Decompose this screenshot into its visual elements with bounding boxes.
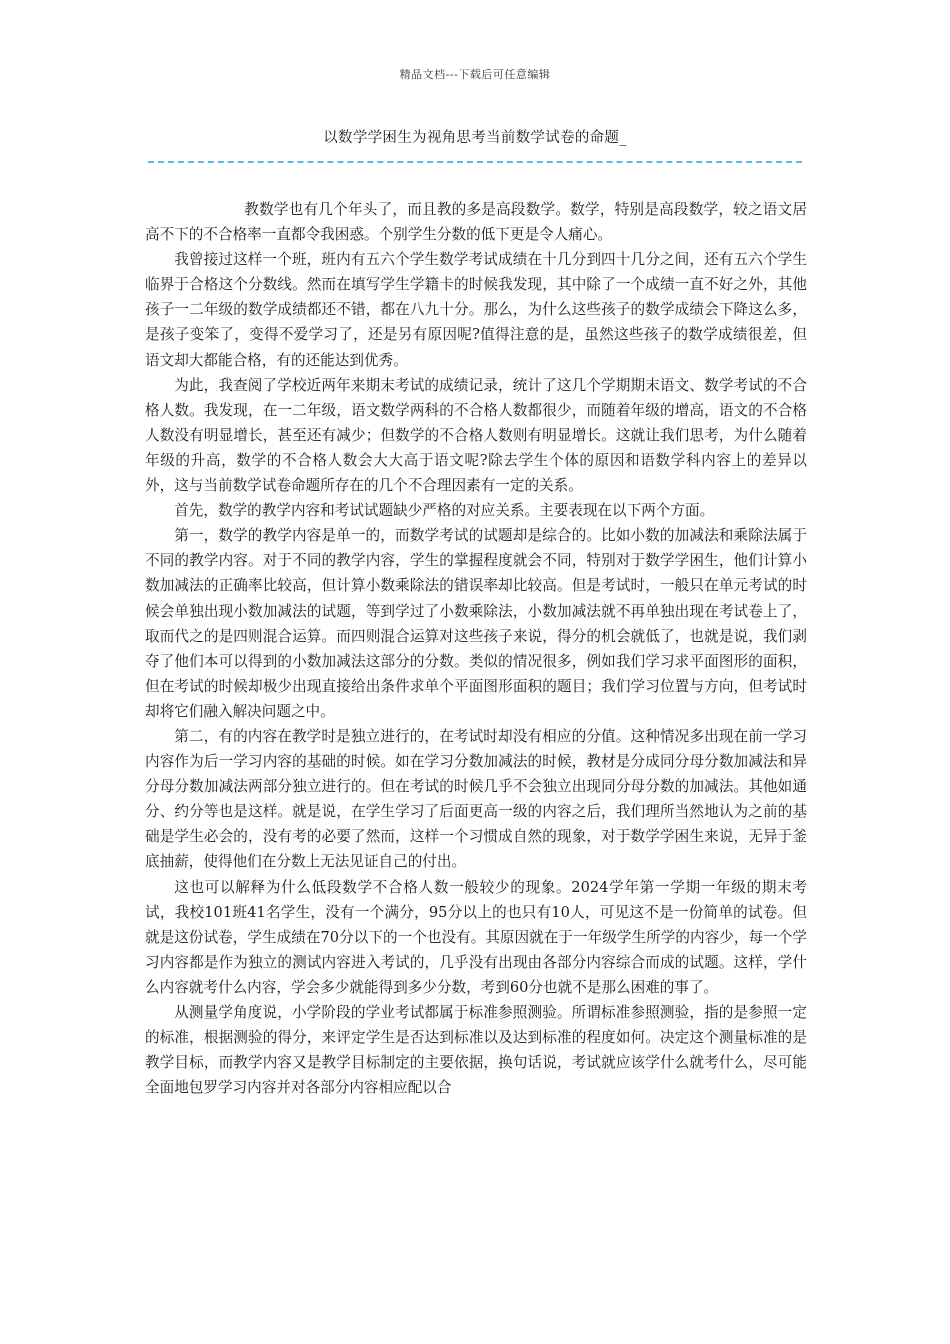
paragraph: 从测量学角度说，小学阶段的学业考试都属于标准参照测验。所谓标准参照测验，指的是参照一定的标准，根据测验的得分，来评定学生是否达到标准以及达到标准的程度如何。决定这个测量标准的是教学目标，而教学内容又是教学目标制定的主要依据，换句话说，考试就应该学什么就考什么，尽可能全面地包罗学习内容并对各部分内容相应配以合: [145, 1004, 807, 1097]
document-body: [145, 197, 807, 1100]
paragraph: 第二，有的内容在教学时是独立进行的，在考试时却没有相应的分值。这种情况多出现在前一学习内容作为后一学习内容的基础的时候。如在学习分数加减法的时候，教材是分成同分母分数加减法和异分母分数加减法两部分独立进行的。但在考试的时候几乎不会独立出现同分母分数的加减法。其他如通分、约分等也是这样。就是说，在学生学习了后面更高一级的内容之后，我们理所当然地认为之前的基础是学生必会的，没有考的必要了然而，这样一个习惯成自然的现象，对于数学学困生来说，无异于釜底抽薪，使得他们在分数上无法见证自己的付出。: [145, 727, 807, 871]
paragraph: 这也可以解释为什么低段数学不合格人数一般较少的现象。2024学年第一学期一年级的期末考试，我校101班41名学生，没有一个满分，95分以上的也只有10人，可见这不是一份简单的试卷。但就是这份试卷，学生成绩在70分以下的一个也没有。其原因就在于一年级学生所学的内容少，每一个学习内容都是作为独立的测试内容进入考试的，几乎没有出现由各部分内容综合而成的试题。这样，学什么内容就考什么内容，学会多少就能得到多少分数，考到60分也就不是那么困难的事了。: [145, 878, 807, 996]
paragraph: 为此，我查阅了学校近两年来期末考试的成绩记录，统计了这几个学期期末语文、数学考试的不合格人数。我发现，在一二年级，语文数学两科的不合格人数都很少，而随着年级的增高，语文的不合格人数没有明显增长，甚至还有减少；但数学的不合格人数则有明显增长。这就让我们思考，为什么随着年级的升高，数学的不合格人数会大大高于语文呢?除去学生个体的原因和语数学科内容上的差异以外，这与当前数学试卷命题所存在的几个不合理因素有一定的关系。: [145, 376, 807, 495]
paragraph: 首先，数学的教学内容和考试试题缺少严格的对应关系。主要表现在以下两个方面。: [174, 502, 715, 520]
paragraph: 我曾接过这样一个班，班内有五六个学生数学考试成绩在十几分到四十几分之间，还有五六个学生临界于合格这个分数线。然而在填写学生学籍卡的时候我发现，其中除了一个成绩一直不好之外，其他孩子一二年级的数学成绩都还不错，都在八九十分。那么，为什么这些孩子的数学成绩会下降这么多，是孩子变笨了，变得不爱学习了，还是另有原因呢?值得注意的是，虽然这些孩子的数学成绩很差，但语文却大都能合格，有的还能达到优秀。: [145, 251, 807, 369]
paragraph: 教数学也有几个年头了，而且教的多是高段数学。数学，特别是高段数学，较之语文居高不下的不合格率一直都令我困惑。个别学生分数的低下更是令人痛心。: [145, 201, 807, 244]
title-divider: [148, 161, 802, 163]
document-title: 以数学学困生为视角思考当前数学试卷的命题_: [323, 130, 627, 146]
header-note: 精品文档---下载后可任意编辑: [399, 68, 551, 81]
paragraph: 第一，数学的教学内容是单一的，而数学考试的试题却是综合的。比如小数的加减法和乘除法属于不同的教学内容。对于不同的教学内容，学生的掌握程度就会不同，特别对于数学学困生，他们计算小数加减法的正确率比较高，但计算小数乘除法的错误率却比较高。但是考试时，一般只在单元考试的时候会单独出现小数加减法的试题，等到学过了小数乘除法，小数加减法就不再单独出现在考试卷上了，取而代之的是四则混合运算。而四则混合运算对这些孩子来说，得分的机会就低了，也就是说，我们剥夺了他们本可以得到的小数加减法这部分的分数。类似的情况很多，例如我们学习求平面图形的面积，但在考试的时候却极少出现直接给出条件求单个平面图形面积的题目；我们学习位置与方向，但考试时却将它们融入解决问题之中。: [145, 527, 807, 720]
